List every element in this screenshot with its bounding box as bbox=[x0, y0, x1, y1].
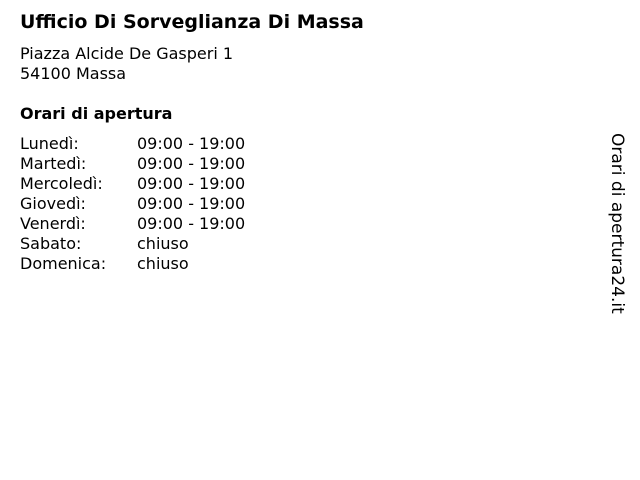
address-city: 54100 Massa bbox=[20, 64, 127, 83]
day-label: Domenica: bbox=[20, 254, 107, 273]
time-value: 09:00 - 19:00 bbox=[137, 214, 246, 233]
day-label: Giovedì: bbox=[20, 194, 86, 213]
day-label: Lunedì: bbox=[20, 134, 79, 153]
address-street: Piazza Alcide De Gasperi 1 bbox=[20, 44, 234, 63]
day-label: Sabato: bbox=[20, 234, 82, 253]
opening-hours-table bbox=[20, 134, 280, 274]
brand-watermark: Orari di apertura24.it bbox=[607, 133, 627, 314]
time-value: 09:00 - 19:00 bbox=[137, 134, 246, 153]
hours-row-monday bbox=[20, 134, 280, 154]
address bbox=[20, 44, 233, 84]
hours-row-wednesday bbox=[20, 174, 280, 194]
time-value: 09:00 - 19:00 bbox=[137, 174, 246, 193]
page-title: Ufficio Di Sorveglianza Di Massa bbox=[20, 11, 364, 33]
day-label: Mercoledì: bbox=[20, 174, 103, 193]
hours-row-tuesday bbox=[20, 154, 280, 174]
opening-hours-heading: Orari di apertura bbox=[20, 104, 173, 123]
day-label: Venerdì: bbox=[20, 214, 86, 233]
time-value: chiuso bbox=[137, 234, 189, 253]
time-value: 09:00 - 19:00 bbox=[137, 154, 246, 173]
time-value: 09:00 - 19:00 bbox=[137, 194, 246, 213]
hours-row-thursday bbox=[20, 194, 280, 214]
hours-row-sunday bbox=[20, 254, 280, 274]
time-value: chiuso bbox=[137, 254, 189, 273]
hours-row-saturday bbox=[20, 234, 280, 254]
hours-row-friday bbox=[20, 214, 280, 234]
day-label: Martedì: bbox=[20, 154, 87, 173]
